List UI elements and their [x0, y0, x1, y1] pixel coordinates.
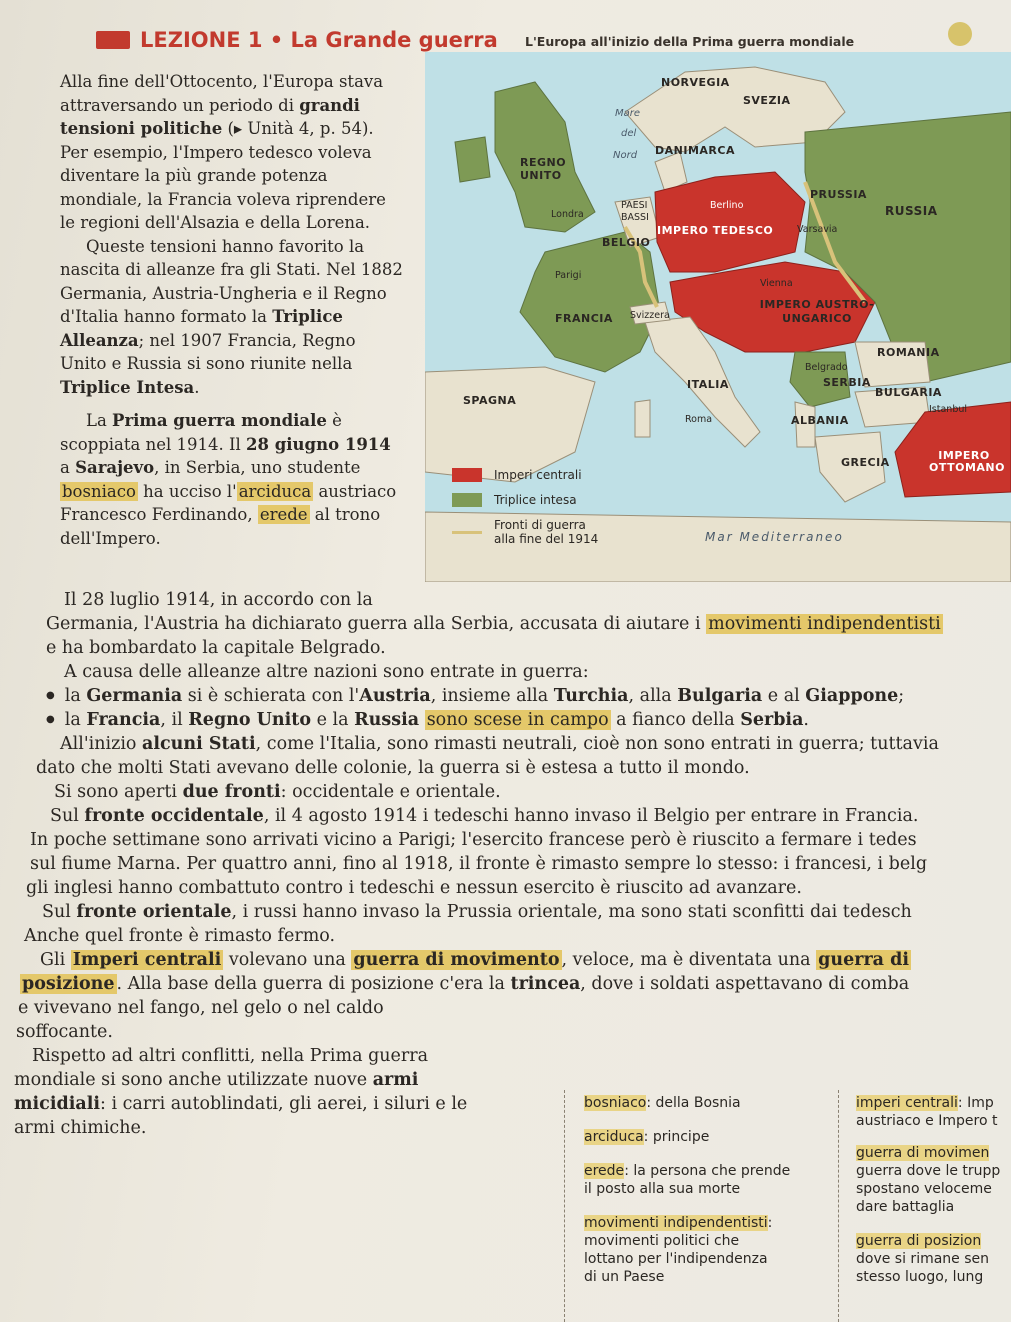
text-bold: alcuni Stati: [142, 734, 256, 754]
text-run: Sul: [50, 806, 85, 826]
legend-swatch-central: [452, 468, 482, 482]
map-label-italia: ITALIA: [687, 378, 729, 391]
glossary-term: bosniaco: [584, 1095, 647, 1111]
glossary-entry: [584, 1128, 834, 1146]
text-run: la: [64, 710, 87, 730]
text-run: : i carri autoblindati, gli aerei, i siluri e le: [100, 1094, 468, 1114]
map-label-varsavia: Varsavia: [797, 224, 838, 235]
glossary-def: spostano veloceme: [856, 1181, 992, 1197]
text-run: . Alla base della guerra di posizione c'era la: [116, 974, 511, 994]
text-run: , insieme alla: [430, 686, 554, 706]
map-label-londra: Londra: [551, 209, 584, 220]
text-bold: Turchia: [553, 686, 629, 706]
text-run: Germania, l'Austria ha dichiarato guerra alla Serbia, accusata di aiutare i: [46, 614, 707, 634]
body-line: Rispetto ad altri conflitti, nella Prima guerra: [32, 1046, 429, 1066]
map-label-belgrado: Belgrado: [805, 362, 848, 373]
text-run: , dove i soldati aspettavano di comba: [580, 974, 910, 994]
text-run: . Il: [218, 434, 247, 454]
bullet-item: [14, 708, 1011, 732]
text-run: a: [60, 458, 76, 477]
glossary-divider-left: [564, 1090, 565, 1322]
map-title: L'Europa all'inizio della Prima guerra mondiale: [525, 34, 855, 49]
map-label-svizzera: Svizzera: [630, 310, 670, 321]
glossary-def: movimenti politici che: [584, 1233, 740, 1249]
text-run: La: [86, 411, 113, 430]
glossary-entry: [856, 1232, 1011, 1286]
map-label-impero-tedesco: IMPERO TEDESCO: [657, 224, 774, 237]
text-bold: Sarajevo: [75, 458, 155, 477]
body-line: [14, 1068, 574, 1092]
glossary-term: guerra di posizion: [856, 1233, 982, 1249]
body-line: dato che molti Stati avevano delle colonie, la guerra si è estesa a tutto il mondo.: [36, 758, 750, 778]
intro-column: [60, 70, 405, 550]
text-bold: Serbia: [740, 710, 804, 730]
map-label-francia: FRANCIA: [555, 312, 613, 325]
bullet-item: [14, 684, 1011, 708]
glossary-def: : della Bosnia: [646, 1095, 741, 1111]
text-bold: Giappone: [805, 686, 899, 706]
legend-label-central: Imperi centrali: [494, 468, 582, 482]
glossary-highlight: posizione: [22, 974, 115, 994]
glossary-def: dare battaglia: [856, 1199, 955, 1215]
text-run: 1914: [176, 434, 219, 454]
text-run: 1907 Francia, Regno Unito e Russia: [60, 330, 356, 373]
text-run: .: [803, 710, 809, 730]
glossary-term: movimenti indipendentisti: [584, 1215, 768, 1231]
land-german-empire: [655, 172, 805, 272]
body-line: armi chimiche.: [14, 1118, 147, 1138]
body-line: [14, 612, 1011, 636]
body-line: gli inglesi hanno combattuto contro i tedeschi e nessun esercito è riuscito ad avanzare.: [26, 878, 802, 898]
glossary-def: stesso luogo, lung: [856, 1269, 984, 1285]
glossary-def: : Imp: [957, 1095, 994, 1111]
map-label-parigi: Parigi: [555, 270, 582, 281]
text-run: .: [194, 377, 200, 397]
text-run: volevano una: [223, 950, 352, 970]
map-label-spagna: SPAGNA: [463, 394, 517, 407]
map-label-impero-ottomano: IMPERO OTTOMANO: [929, 449, 1005, 474]
main-text: [14, 588, 1011, 1140]
lesson-title: LEZIONE 1 • La Grande guerra: [140, 28, 498, 52]
text-run: è scoppiata nel: [60, 411, 342, 454]
body-line: sul fiume Marna. Per quattro anni, fino al 1918, il fronte è rimasto sempre lo stesso: i francesi, i belg: [30, 854, 928, 874]
text-run: , il: [160, 710, 189, 730]
text-bold: 28 giugno 1914: [246, 434, 391, 454]
body-line: [14, 732, 1011, 756]
text-run: e la: [311, 710, 355, 730]
map-label-bulgaria: BULGARIA: [875, 386, 942, 399]
text-run: , alla: [628, 686, 678, 706]
glossary-term: arciduca: [584, 1129, 644, 1145]
text-run: , in Serbia, uno studente: [154, 458, 361, 477]
glossary-def: dove si rimane sen: [856, 1251, 990, 1267]
glossary-entry: [584, 1162, 834, 1198]
lesson-header: [96, 28, 498, 52]
text-bold: Triplice Alleanza: [60, 307, 343, 350]
text-bold: Triplice Intesa: [60, 377, 195, 397]
glossary-highlight: Imperi centrali: [72, 950, 222, 970]
glossary-highlight: arciduca: [238, 481, 312, 501]
glossary-entry: [584, 1094, 834, 1112]
text-run: Sul: [42, 902, 77, 922]
corner-badge-icon: [948, 22, 972, 46]
glossary-def: il posto alla sua morte: [584, 1181, 741, 1197]
text-bold: trincea: [510, 974, 581, 994]
text-run: , come l'Italia, sono rimasti neutrali, cioè non sono entrati in guerra; tuttavia: [255, 734, 939, 754]
paragraph-2: [60, 235, 405, 400]
map-label-russia: RUSSIA: [885, 204, 938, 218]
text-run: al trono dell'Impero.: [60, 505, 381, 548]
map-label-mare: Mare: [615, 108, 641, 119]
body-line: [14, 1092, 574, 1116]
text-bold: grandi tensioni politiche: [60, 95, 360, 138]
legend-label-fronts: Fronti di guerra alla fine del 1914: [494, 518, 599, 546]
text-bold: Bulgaria: [677, 686, 763, 706]
map-label-paesi-bassi: PAESI BASSI: [621, 200, 649, 223]
body-line: e vivevano nel fango, nel gelo o nel caldo: [18, 998, 384, 1018]
land-ireland: [455, 137, 490, 182]
text-bold: fronte orientale: [76, 902, 232, 922]
text-run: Gli: [40, 950, 71, 970]
map-label-danimarca: DANIMARCA: [655, 144, 735, 157]
paragraph-3: [60, 409, 405, 550]
map-label-vienna: Vienna: [760, 278, 793, 289]
glossary-term: erede: [584, 1163, 625, 1179]
text-run: , i russi hanno invaso la Prussia orientale, ma sono stati sconfitti dai tedesch: [231, 902, 912, 922]
land-sardinia: [635, 400, 650, 437]
glossary-highlight: guerra di: [818, 950, 909, 970]
map-label-nord: Nord: [613, 150, 638, 161]
text-run: Si sono aperti: [54, 782, 183, 802]
glossary-term: imperi centrali: [856, 1095, 958, 1111]
text-run: (▸ Unità 4, p. 54). Per esempio, l'Impero tedesco voleva diventare la più grande potenza mondiale, la Francia voleva riprendere le regioni dell'Alsazia e della Lorena.: [60, 119, 386, 232]
text-run: All'inizio: [60, 734, 143, 754]
paragraph-1: [60, 70, 405, 235]
map-label-istanbul: Istanbul: [929, 404, 968, 415]
body-line: [14, 900, 1011, 924]
text-run: si sono riunite nella: [181, 354, 353, 373]
text-run: ; nel: [138, 330, 181, 350]
map-label-roma: Roma: [685, 414, 713, 425]
map-label-svezia: SVEZIA: [743, 94, 791, 107]
text-bold: Francia: [86, 710, 161, 730]
map-label-grecia: GRECIA: [841, 456, 890, 469]
body-line: [14, 780, 1011, 804]
map-label-serbia: SERBIA: [823, 376, 871, 389]
body-line: e ha bombardato la capitale Belgrado.: [46, 638, 386, 658]
map-label-prussia: PRUSSIA: [810, 188, 867, 201]
glossary-def: lottano per l'indipendenza: [584, 1251, 768, 1267]
body-line: soffocante.: [16, 1022, 113, 1042]
text-run: Alla fine dell'Ottocento, l'Europa stava attraversando un periodo di: [60, 72, 384, 115]
map-label-albania: ALBANIA: [791, 414, 849, 427]
glossary-col-1: [584, 1094, 834, 1286]
legend-label-entente: Triplice intesa: [494, 493, 577, 507]
glossary-entry: [856, 1094, 1011, 1130]
text-run: e il Regno d'Italia hanno formato la: [60, 283, 387, 326]
text-run: : occidentale e orientale.: [280, 782, 501, 802]
text-run: 1882 Germania, Austria-Ungheria: [60, 260, 403, 303]
glossary-highlight: bosniaco: [62, 481, 136, 501]
glossary-def: austriaco e Impero t: [856, 1113, 998, 1129]
text-bold: armi: [372, 1070, 419, 1090]
text-bold: Russia: [354, 710, 420, 730]
text-bold: Austria: [359, 686, 431, 706]
text-run: , il 4 agosto 1914 i tedeschi hanno invaso il Belgio per entrare in Francia.: [263, 806, 919, 826]
text-run: austriaco Francesco Ferdinando,: [60, 481, 397, 524]
body-line: A causa delle alleanze altre nazioni sono entrate in guerra:: [64, 662, 589, 682]
glossary-highlight: guerra di movimento: [353, 950, 560, 970]
text-bold: fronte occidentale: [84, 806, 264, 826]
glossary-col-2: [856, 1094, 1011, 1286]
text-run: Queste tensioni hanno favorito la nascita di alleanze fra gli Stati. Nel: [60, 236, 365, 279]
text-run: ha ucciso l': [137, 481, 237, 501]
text-bold: Prima guerra mondiale: [112, 411, 327, 430]
body-line: Anche quel fronte è rimasto fermo.: [24, 926, 336, 946]
body-line: Il 28 luglio 1914, in accordo con la: [64, 590, 373, 610]
text-run: e al: [762, 686, 806, 706]
text-bold: Regno Unito: [188, 710, 312, 730]
glossary-def: guerra dove le trupp: [856, 1163, 1001, 1179]
map-label-berlino: Berlino: [710, 200, 744, 211]
text-run: si è schierata con l': [182, 686, 360, 706]
glossary-def: : principe: [643, 1129, 710, 1145]
text-bold: Germania: [86, 686, 183, 706]
glossary-highlight: erede: [259, 505, 308, 524]
map-label-norvegia: NORVEGIA: [661, 76, 730, 89]
map-label-romania: ROMANIA: [877, 346, 940, 359]
glossary-def: : la persona che prende: [624, 1163, 791, 1179]
glossary-divider-mid: [838, 1090, 839, 1322]
glossary-term: guerra di movimen: [856, 1145, 990, 1161]
body-line: [14, 948, 1011, 972]
glossary-highlight: sono scese in campo: [426, 710, 609, 730]
body-line: [14, 804, 1011, 828]
text-bold: due fronti: [182, 782, 281, 802]
map-label-belgio: BELGIO: [602, 236, 651, 249]
glossary-highlight: movimenti indipendentisti: [708, 614, 941, 634]
text-run: la: [64, 686, 87, 706]
body-line: [14, 972, 1011, 996]
text-run: a fianco della: [610, 710, 741, 730]
text-run: ;: [898, 686, 905, 706]
text-bold: micidiali: [14, 1094, 100, 1114]
land-spain: [425, 367, 595, 482]
lesson-tag: [96, 31, 130, 49]
body-line: In poche settimane sono arrivati vicino a Parigi; l'esercito francese però è riuscito a fermare i tedes: [30, 830, 917, 850]
map-legend: [452, 468, 604, 557]
legend-swatch-entente: [452, 493, 482, 507]
legend-swatch-fronts: [452, 531, 482, 534]
map-label-del: del: [621, 128, 637, 139]
map-label-mar-med: Mar Mediterraneo: [705, 530, 844, 544]
text-run: , veloce, ma è diventata una: [561, 950, 817, 970]
glossary-entry: [856, 1144, 1011, 1216]
text-run: mondiale si sono anche utilizzate nuove: [14, 1070, 373, 1090]
glossary-def: di un Paese: [584, 1269, 665, 1285]
glossary-def: :: [767, 1215, 773, 1231]
map-label-regno-unito: REGNO UNITO: [520, 156, 567, 182]
map-label-impero-austro: IMPERO AUSTRO-UNGARICO: [759, 298, 875, 325]
glossary-entry: [584, 1214, 834, 1286]
